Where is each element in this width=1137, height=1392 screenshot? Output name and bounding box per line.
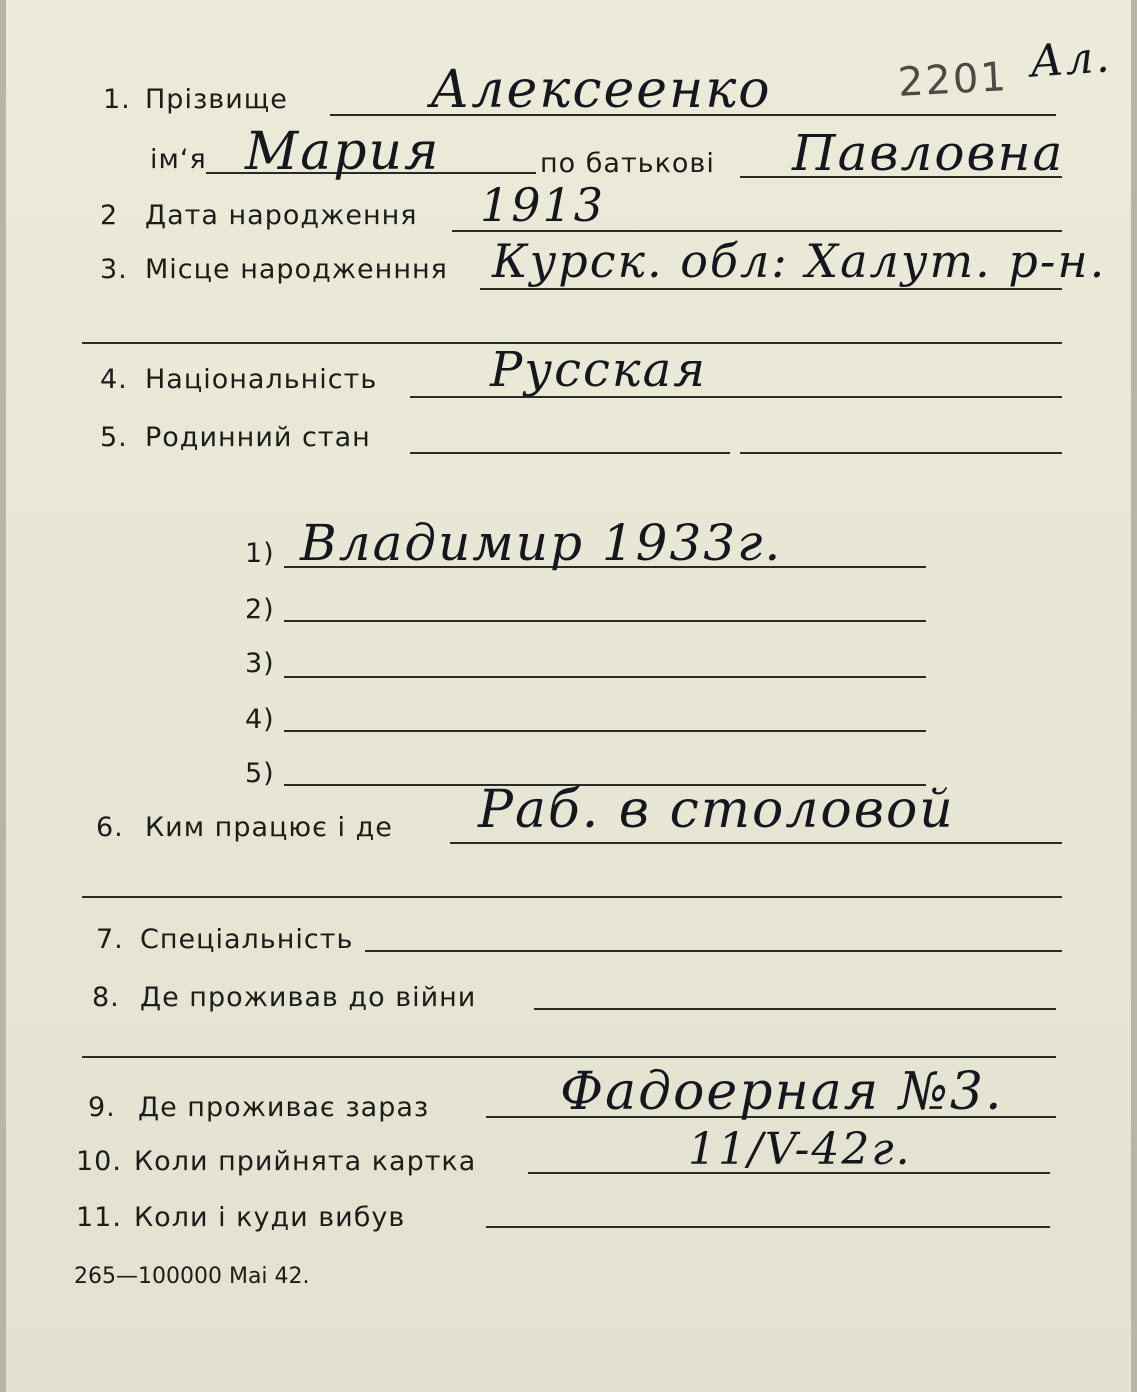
field-patronymic-label: по батькові bbox=[540, 148, 715, 179]
field-11-label: Коли і куди вибув bbox=[134, 1202, 406, 1233]
child-1-number: 1) bbox=[245, 538, 275, 569]
field-3-label: Місце народженння bbox=[145, 254, 448, 285]
field-5-line-b bbox=[740, 452, 1062, 454]
corner-pencil-number: 2201 bbox=[896, 54, 1009, 106]
field-name-label: ім‘я bbox=[150, 144, 207, 175]
field-9-number: 9. bbox=[88, 1092, 116, 1123]
child-3-line bbox=[284, 676, 926, 678]
field-name-value: Мария bbox=[245, 122, 441, 182]
child-2-line bbox=[284, 620, 926, 622]
child-3-number: 3) bbox=[245, 648, 275, 679]
field-8-label: Де проживав до війни bbox=[140, 982, 477, 1013]
field-5-number: 5. bbox=[100, 422, 128, 453]
child-1-value: Владимир 1933г. bbox=[300, 514, 783, 572]
field-8-number: 8. bbox=[92, 982, 120, 1013]
field-patronymic-value: Павловна bbox=[792, 124, 1065, 182]
field-1-label: Прізвище bbox=[145, 84, 288, 115]
field-5-label: Родинний стан bbox=[145, 422, 371, 453]
field-8-line-2 bbox=[82, 1056, 1056, 1058]
field-11-line bbox=[486, 1226, 1050, 1228]
field-6-label: Ким працює і де bbox=[145, 812, 393, 843]
card-left-edge bbox=[0, 0, 6, 1392]
child-2-number: 2) bbox=[245, 594, 275, 625]
field-4-value: Русская bbox=[490, 342, 707, 398]
field-9-label: Де проживає зараз bbox=[138, 1092, 430, 1123]
field-2-value: 1913 bbox=[480, 178, 606, 232]
field-4-label: Національність bbox=[145, 364, 378, 395]
corner-initials: Ал. bbox=[1028, 31, 1113, 88]
card-right-edge bbox=[1131, 0, 1137, 1392]
child-4-line bbox=[284, 730, 926, 732]
field-11-number: 11. bbox=[76, 1202, 122, 1233]
field-3-value: Курск. обл: Халут. р-н. bbox=[492, 234, 1107, 288]
field-6-value: Раб. в столовой bbox=[478, 780, 955, 840]
field-4-number: 4. bbox=[100, 364, 128, 395]
field-7-number: 7. bbox=[96, 924, 124, 955]
field-2-label: Дата народження bbox=[145, 200, 418, 231]
field-7-label: Спеціальність bbox=[140, 924, 354, 955]
child-4-number: 4) bbox=[245, 704, 275, 735]
field-1-value: Алексеенко bbox=[430, 60, 772, 120]
field-10-label: Коли прийнята картка bbox=[134, 1146, 477, 1177]
field-6-line-2 bbox=[82, 896, 1062, 898]
field-1-number: 1. bbox=[103, 84, 131, 115]
field-9-value: Фадоерная №3. bbox=[560, 1062, 1004, 1122]
field-2-number: 2 bbox=[100, 200, 119, 231]
field-6-number: 6. bbox=[96, 812, 124, 843]
print-run-note: 265—100000 Маі 42. bbox=[74, 1264, 310, 1289]
field-3-line bbox=[480, 288, 1062, 290]
field-7-line bbox=[365, 950, 1062, 952]
field-5-line-a bbox=[410, 452, 730, 454]
child-5-number: 5) bbox=[245, 758, 275, 789]
field-8-line bbox=[534, 1008, 1056, 1010]
field-10-value: 11/V-42г. bbox=[688, 1124, 912, 1175]
field-3-number: 3. bbox=[100, 254, 128, 285]
field-10-number: 10. bbox=[76, 1146, 122, 1177]
field-6-line bbox=[450, 842, 1062, 844]
